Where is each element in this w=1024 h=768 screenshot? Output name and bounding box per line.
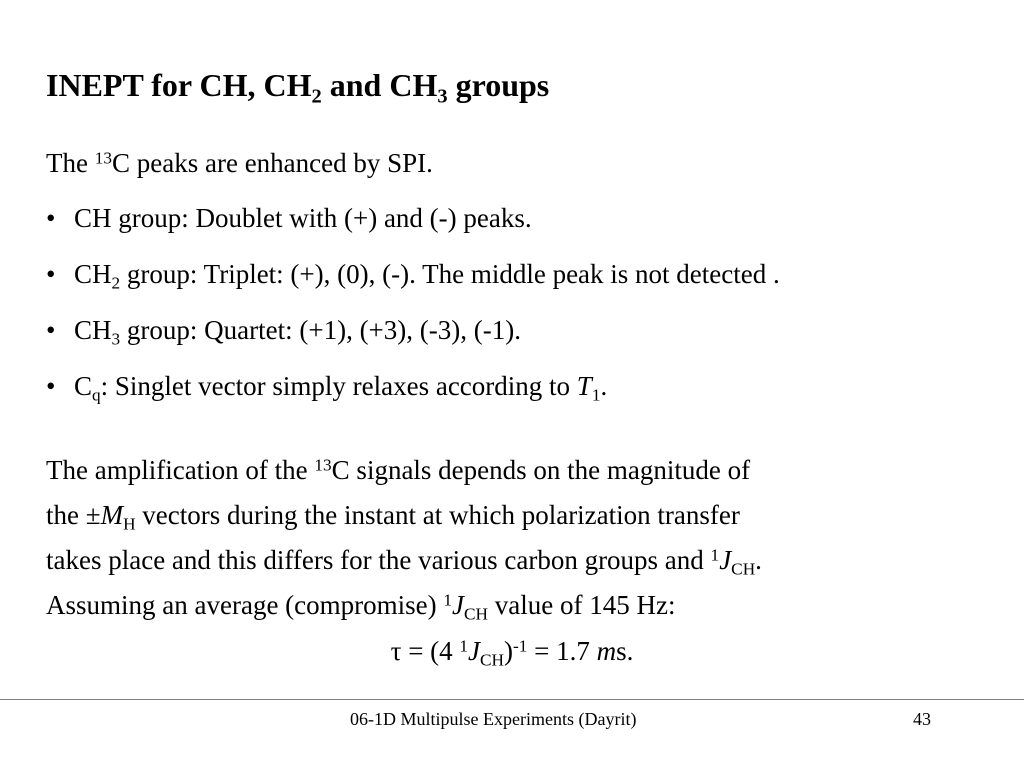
paragraph-line-3 (46, 538, 986, 583)
paragraph-line-2 (46, 493, 986, 538)
formula-text: = (4 (401, 636, 460, 666)
title-subscript: 2 (311, 85, 322, 108)
formula-italic: J (468, 636, 481, 666)
bullet-text: group: Triplet: (+), (0), (-). The middle peak is not detected . (120, 259, 780, 289)
bullet-item-cq (46, 373, 780, 429)
paragraph-italic: J (719, 545, 732, 575)
bullet-subscript: q (92, 385, 101, 405)
paragraph-text: takes place and this differs for the various carbon groups and (46, 545, 711, 575)
paragraph-text: . (755, 545, 762, 575)
page-number: 43 (913, 709, 931, 729)
paragraph-text: value of 145 Hz: (488, 590, 676, 620)
paragraph-superscript: 1 (710, 545, 720, 565)
bullet-item-ch3 (46, 317, 780, 373)
paragraph-subscript: CH (464, 604, 489, 624)
bullet-text: CH group: Doublet with (+) and (-) peaks. (74, 203, 532, 233)
bullet-icon: • (46, 203, 56, 233)
formula-subscript: CH (480, 650, 505, 670)
formula-text: ) (504, 636, 514, 666)
paragraph-line-1 (46, 448, 986, 493)
tau-formula (0, 636, 1024, 670)
paragraph-text: The amplification of the (46, 455, 315, 485)
bullet-icon: • (46, 371, 56, 401)
intro-text: C peaks are enhanced by SPI. (112, 148, 433, 178)
footer-title: 06-1D Multipulse Experiments (Dayrit) (350, 709, 637, 729)
bullet-text: : Singlet vector simply relaxes according to (100, 371, 577, 401)
bullet-subscript: 3 (111, 329, 121, 349)
amplification-paragraph (46, 448, 986, 628)
bullet-subscript: 2 (111, 273, 121, 293)
bullet-text: CH (74, 315, 112, 345)
paragraph-text: C signals depends on the magnitude of (331, 455, 751, 485)
paragraph-text: vectors during the instant at which polarization transfer (135, 500, 740, 530)
paragraph-italic: J (452, 590, 465, 620)
paragraph-text: the (46, 500, 86, 530)
formula-superscript: 1 (459, 636, 469, 656)
title-text: INEPT for CH, CH (46, 67, 312, 103)
paragraph-superscript: 1 (443, 590, 453, 610)
paragraph-line-4 (46, 583, 986, 628)
title-text: groups (447, 67, 550, 103)
tau-symbol: τ (390, 636, 402, 666)
bullet-icon: • (46, 259, 56, 289)
paragraph-subscript: CH (731, 559, 756, 579)
bullet-icon: • (46, 315, 56, 345)
bullet-text: C (74, 371, 93, 401)
formula-italic: m (596, 636, 617, 666)
intro-text: The (46, 148, 95, 178)
formula-text: s. (616, 636, 634, 666)
slide-title (46, 66, 550, 108)
paragraph-superscript: 13 (314, 455, 332, 475)
intro-line (46, 150, 433, 177)
paragraph-italic: M (100, 500, 124, 530)
footer-divider (0, 699, 1024, 700)
formula-superscript: -1 (513, 636, 528, 656)
intro-superscript: 13 (94, 148, 112, 168)
bullet-item-ch (46, 205, 780, 261)
paragraph-subscript: H (123, 514, 136, 534)
title-subscript: 3 (437, 85, 448, 108)
bullet-subscript: 1 (591, 385, 601, 405)
bullet-list (46, 205, 780, 429)
plus-minus-symbol: ± (85, 500, 101, 530)
bullet-text: CH (74, 259, 112, 289)
paragraph-text: Assuming an average (compromise) (46, 590, 444, 620)
bullet-text: group: Quartet: (+1), (+3), (-3), (-1). (120, 315, 521, 345)
bullet-text: . (600, 371, 608, 401)
bullet-italic: T (576, 371, 592, 401)
title-text: and CH (321, 67, 438, 103)
formula-text: = 1.7 (527, 636, 597, 666)
bullet-item-ch2 (46, 261, 780, 317)
